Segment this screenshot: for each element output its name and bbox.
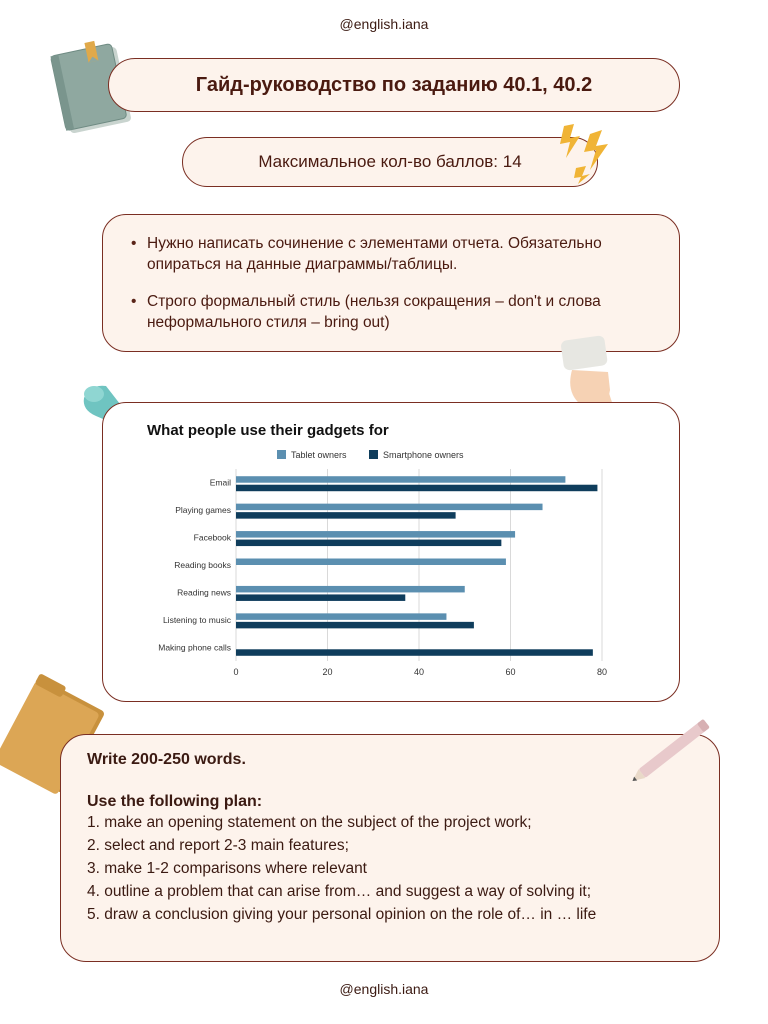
x-tick-label: 20 (322, 667, 333, 677)
bar (236, 559, 506, 566)
pencil-icon (620, 702, 726, 798)
chart-panel (102, 402, 680, 702)
x-tick-label: 40 (413, 667, 425, 677)
rule-item: • Строго формальный стиль (нельзя сокращения – don't и слова неформального стиля – bring out) (129, 291, 653, 333)
handle-top: @english.iana (339, 16, 429, 32)
max-score: Максимальное кол-во баллов: 14 (182, 137, 598, 187)
bar (236, 504, 543, 511)
page-title: Гайд-руководство по заданию 40.1, 40.2 (108, 58, 680, 112)
legend-label: Smartphone owners (383, 450, 464, 460)
bar (236, 594, 405, 601)
plan-title: Use the following plan: (87, 793, 263, 810)
plan-step: 5. draw a conclusion giving your personal opinion on the role of… in … life (87, 906, 597, 923)
legend-swatch (277, 450, 286, 459)
plan-step: 1. make an opening statement on the subject of the project work; (87, 814, 532, 831)
lightning-icon (556, 120, 612, 186)
bar (236, 512, 456, 519)
bar (236, 540, 501, 547)
category-label: Reading books (174, 560, 231, 570)
x-tick-label: 80 (596, 667, 608, 677)
category-label: Email (209, 477, 231, 488)
bar (236, 531, 515, 538)
word-count: Write 200-250 words. (87, 751, 246, 768)
handle-bottom: @english.iana (339, 981, 429, 997)
legend-swatch (369, 450, 378, 459)
category-label: Reading news (177, 587, 231, 598)
category-label: Making phone calls (158, 642, 231, 653)
plan-step: 3. make 1-2 comparisons where relevant (87, 860, 367, 877)
category-label: Playing games (175, 505, 231, 516)
bar-chart (103, 403, 681, 703)
rule-item: • Нужно написать сочинение с элементами отчета. Обязательно опираться на данные диаграммы/таблицы. (129, 233, 653, 275)
plan-step: 4. outline a problem that can arise from… and suggest a way of solving it; (87, 883, 592, 900)
bar (236, 586, 465, 593)
bar (236, 485, 597, 492)
bar (236, 649, 593, 656)
bar (236, 622, 474, 629)
chart-title: What people use their gadgets for (147, 422, 389, 439)
legend-label: Tablet owners (291, 450, 347, 460)
category-label: Facebook (193, 532, 231, 543)
x-tick-label: 60 (505, 667, 516, 677)
category-label: Listening to music (162, 614, 231, 625)
plan-step: 2. select and report 2-3 main features; (87, 837, 349, 854)
bar (236, 613, 446, 620)
x-tick-label: 0 (233, 667, 239, 677)
bar (236, 476, 565, 483)
